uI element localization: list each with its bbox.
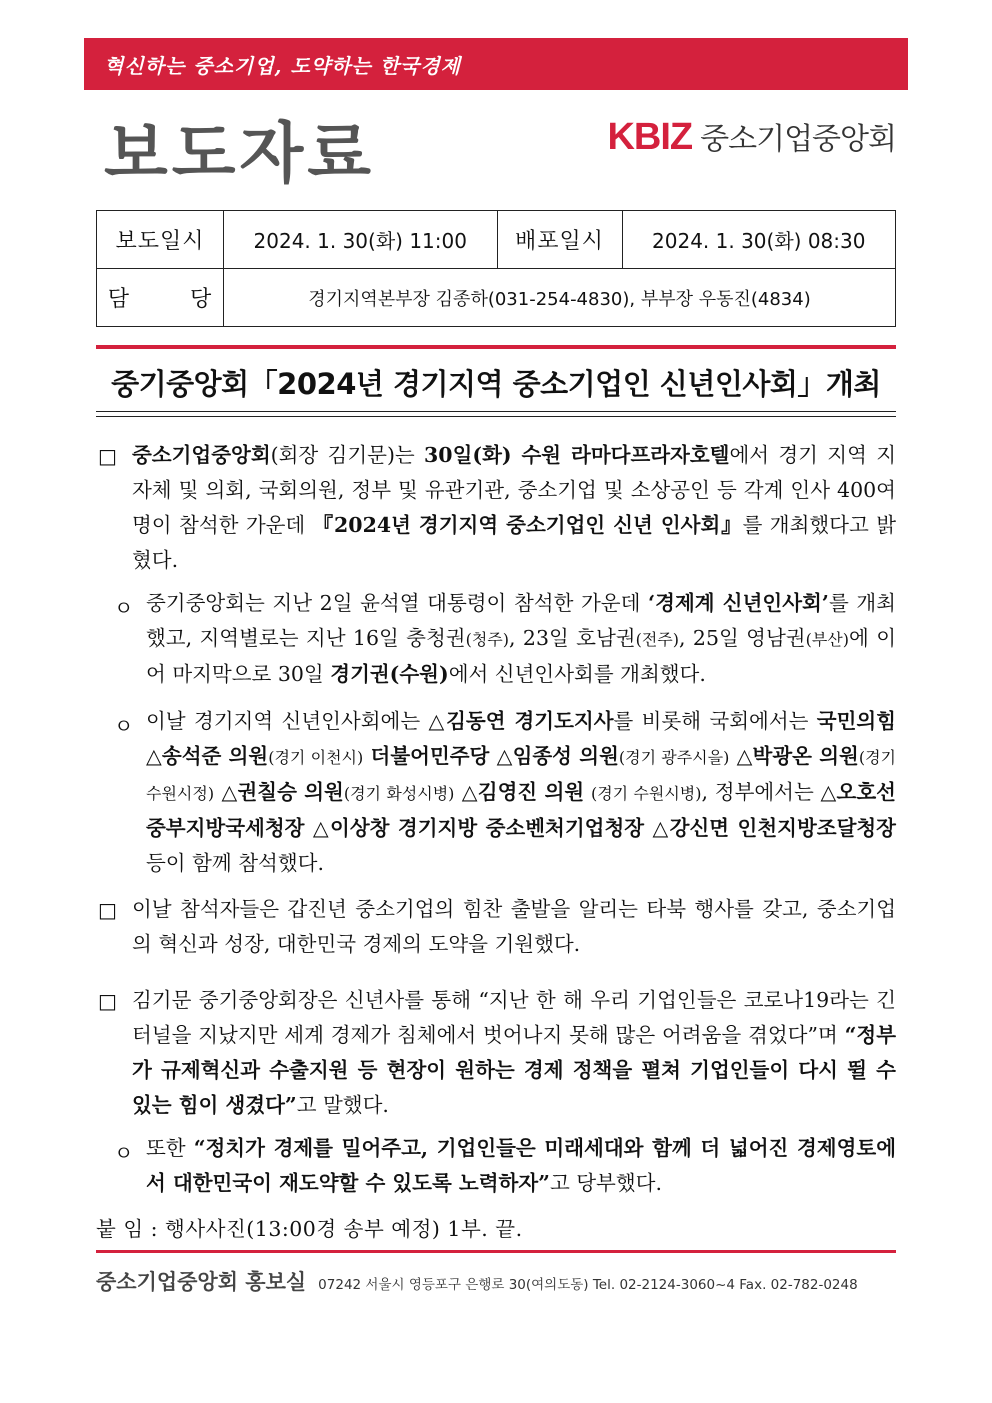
bullet-square-3: □: [98, 989, 117, 1013]
p6-t1: 또한: [146, 1136, 194, 1160]
contact-label-a: 담: [107, 287, 130, 312]
contact-label-b: 당: [190, 287, 213, 312]
p3-t1: 이날 경기지역 신년인사회에는: [146, 709, 429, 733]
p1-t1: (회장 김기문)는: [270, 443, 425, 467]
p3-s4: (경기 화성시병): [343, 784, 455, 803]
logo-org-name: 중소기업중앙회: [700, 122, 896, 157]
distribution-date-label: 배포일시: [497, 211, 622, 269]
headline: 중기중앙회「2024년 경기지역 중소기업인 신년인사회」개최: [111, 367, 881, 401]
p1-t2: 에서 경기 지역 지자체 및 의회, 국회의원, 정부 및 유관기관, 중소기업 및 소상공인 등 각계 인사 400여명이 참석한 가운데: [132, 443, 896, 537]
p3-b6: △김영진 의원: [454, 780, 585, 804]
paragraph-6: [146, 1131, 896, 1201]
footer-address: 07242 서울시 영등포구 은행로 30(여의도동) Tel. 02-2124-3060~4 Fax. 02-782-0248: [318, 1277, 858, 1293]
bullet-square-1: □: [98, 444, 117, 468]
p3-t2: 를 비롯해 국회에서는: [613, 709, 817, 733]
p2-s2: (전주): [635, 630, 679, 649]
slogan-banner: [84, 38, 908, 90]
p3-t4: 등이 함께 참석했다.: [146, 851, 324, 875]
footer: [96, 1266, 858, 1296]
p3-b1: △김동연 경기도지사: [428, 709, 614, 733]
release-date-label: 보도일시: [97, 211, 224, 269]
p2-b2: 경기권(수원): [330, 662, 449, 686]
p2-t6: 에서 신년인사회를 개최했다.: [448, 662, 706, 686]
paragraph-2: [146, 586, 896, 692]
bullet-circle-3: ㅇ: [114, 1141, 134, 1165]
paragraph-1: [132, 438, 896, 578]
p1-b2: 30일(화) 수원 라마다프라자호텔: [424, 443, 730, 467]
p2-b1: ‘경제계 신년인사회’: [648, 591, 829, 615]
p3-s1: (경기 이천시): [268, 748, 364, 767]
attachment-note: 붙 임 : 행사사진(13:00경 송부 예정) 1부. 끝.: [96, 1217, 523, 1241]
p2-t2: 를 개최했고, 지역별로는 지난 16일 충청권: [146, 591, 896, 650]
kbiz-logo: [607, 114, 896, 159]
p3-b7: △오호선 중부지방국세청장 △이상창 경기지방 중소벤처기업청장 △강신면 인천지방조달청장: [146, 780, 896, 840]
page-title: 보도자료: [104, 115, 376, 192]
top-divider: [96, 345, 896, 349]
paragraph-4: 이날 참석자들은 갑진년 중소기업의 힘찬 출발을 알리는 타북 행사를 갖고, 중소기업의 혁신과 성장, 대한민국 경제의 도약을 기원했다.: [132, 897, 896, 956]
p2-t4: , 25일 영남권: [679, 626, 806, 650]
p5-t1: 김기문 중기중앙회장은 신년사를 통해 “지난 한 해 우리 기업인들은 코로나19라는 긴 터널을 지났지만 세계 경제가 침체에서 벗어나지 못해 많은 어려움을 겪었다”며: [132, 988, 896, 1047]
footer-department: 중소기업중앙회 홍보실: [96, 1270, 307, 1294]
bullet-circle-1: ㅇ: [114, 596, 134, 620]
p2-s3: (부산): [805, 630, 849, 649]
p3-t3: , 정부에서는: [701, 780, 821, 804]
p3-b2: 국민의힘 △송석준 의원: [146, 709, 896, 768]
release-date-value: 2024. 1. 30(화) 11:00: [224, 211, 498, 269]
logo-brand: KBIZ: [607, 116, 693, 158]
p2-t3: , 23일 호남권: [509, 626, 636, 650]
paragraph-5: [132, 983, 896, 1123]
distribution-date-value: 2024. 1. 30(화) 08:30: [622, 211, 896, 269]
slogan-text: 혁신하는 중소기업, 도약하는 한국경제: [104, 54, 461, 78]
bullet-square-2: □: [98, 898, 117, 922]
contact-value: 경기지역본부장 김종하(031-254-4830), 부부장 우동진(4834): [224, 269, 896, 327]
headline-double-rule: [96, 411, 896, 417]
contact-label: [97, 269, 224, 327]
p1-t3: 를 개최했다고 밝혔다.: [132, 513, 896, 572]
p3-b5: △권칠승 의원: [214, 780, 344, 804]
p3-s3: (경기 수원시정): [146, 748, 897, 803]
p5-t2: 고 말했다.: [296, 1093, 389, 1117]
p3-b3: 더불어민주당 △임종성 의원: [363, 744, 619, 768]
p1-b3: 『2024년 경기지역 중소기업인 신년 인사회』: [312, 513, 743, 537]
p2-t1: 중기중앙회는 지난 2일 윤석열 대통령이 참석한 가운데: [146, 591, 649, 615]
p5-b1: “정부가 규제혁신과 수출지원 등 현장이 원하는 경제 정책을 펼쳐 기업인들이 다시 뛸 수 있는 힘이 생겼다”: [132, 1023, 896, 1117]
p6-b1: “정치가 경제를 밀어주고, 기업인들은 미래세대와 함께 더 넓어진 경제영토에서 대한민국이 재도약할 수 있도록 노력하자”: [146, 1136, 897, 1195]
p6-t2: 고 당부했다.: [549, 1171, 662, 1195]
bullet-circle-2: ㅇ: [114, 714, 134, 738]
p2-t5: 에 이어 마지막으로 30일: [146, 626, 896, 686]
p2-s1: (청주): [465, 630, 509, 649]
release-info-table: [96, 210, 896, 327]
p3-s5: (경기 수원시병): [590, 784, 702, 803]
p3-s2: (경기 광주시을): [618, 748, 730, 767]
p3-b4: △박광온 의원: [729, 744, 859, 768]
paragraph-3: [146, 704, 896, 881]
p1-b1: 중소기업중앙회: [132, 443, 271, 467]
footer-divider: [96, 1250, 896, 1253]
